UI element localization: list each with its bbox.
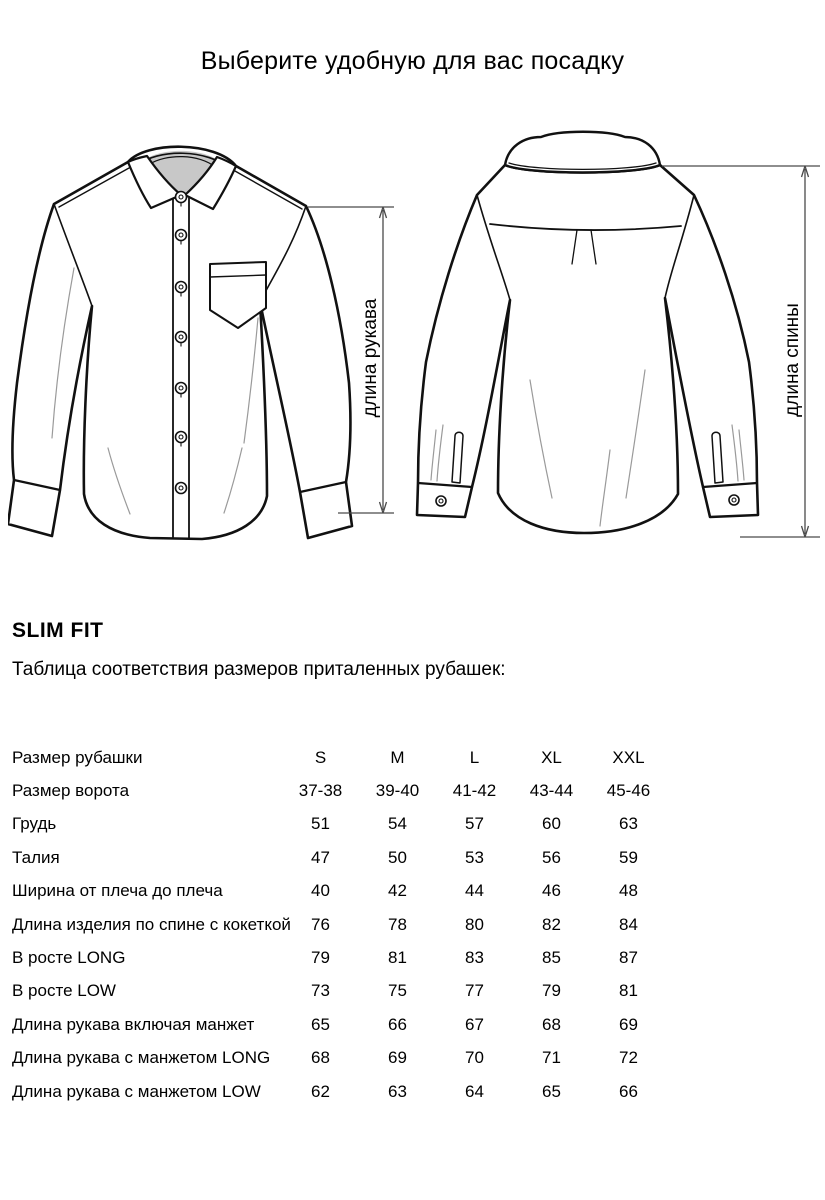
row-value: 57 bbox=[465, 814, 484, 834]
table-row bbox=[12, 975, 712, 1008]
table-row bbox=[12, 808, 712, 841]
row-value: 60 bbox=[542, 814, 561, 834]
row-label: В росте LONG bbox=[12, 948, 126, 968]
row-value: 62 bbox=[311, 1081, 330, 1101]
row-value: 81 bbox=[388, 948, 407, 968]
row-value: M bbox=[390, 747, 405, 767]
row-value: 70 bbox=[465, 1048, 484, 1068]
row-label: Размер рубашки bbox=[12, 747, 143, 767]
row-value: 47 bbox=[311, 847, 330, 867]
table-row bbox=[12, 1042, 712, 1075]
row-value: 73 bbox=[311, 981, 330, 1001]
page-title: Выберите удобную для вас посадку bbox=[200, 47, 625, 75]
row-value: 43-44 bbox=[529, 781, 574, 801]
row-value: 51 bbox=[311, 814, 330, 834]
row-value: 78 bbox=[388, 914, 407, 934]
row-value: 84 bbox=[619, 914, 638, 934]
row-value: XXL bbox=[612, 747, 645, 767]
row-value: 79 bbox=[311, 948, 330, 968]
row-value: 50 bbox=[388, 847, 407, 867]
row-value: 71 bbox=[542, 1048, 561, 1068]
row-label: Длина изделия по спине с кокеткой bbox=[12, 914, 291, 934]
row-value: 69 bbox=[388, 1048, 407, 1068]
row-value: 68 bbox=[542, 1014, 561, 1034]
table-row bbox=[12, 875, 712, 908]
shirt-back-drawing bbox=[410, 130, 825, 550]
row-value: 82 bbox=[542, 914, 561, 934]
row-label: Длина рукава с манжетом LOW bbox=[12, 1081, 261, 1101]
row-value: 68 bbox=[311, 1048, 330, 1068]
shirt-back-outline bbox=[417, 132, 758, 533]
table-row bbox=[12, 1075, 712, 1108]
row-value: 63 bbox=[619, 814, 638, 834]
table-row bbox=[12, 774, 712, 807]
row-value: 63 bbox=[388, 1081, 407, 1101]
row-value: 80 bbox=[465, 914, 484, 934]
table-row bbox=[12, 841, 712, 874]
row-value: 46 bbox=[542, 881, 561, 901]
row-value: 48 bbox=[619, 881, 638, 901]
row-value: 41-42 bbox=[452, 781, 497, 801]
table-row bbox=[12, 908, 712, 941]
row-label: Талия bbox=[12, 847, 60, 867]
row-value: XL bbox=[541, 747, 562, 767]
row-value: 53 bbox=[465, 847, 484, 867]
row-value: 66 bbox=[388, 1014, 407, 1034]
row-label: Длина рукава включая манжет bbox=[12, 1014, 255, 1034]
table-row bbox=[12, 1008, 712, 1041]
row-value: 42 bbox=[388, 881, 407, 901]
fit-subtitle: Таблица соответствия размеров приталенных рубашек: bbox=[12, 659, 506, 680]
row-value: 69 bbox=[619, 1014, 638, 1034]
row-value: 87 bbox=[619, 948, 638, 968]
row-label: Длина рукава с манжетом LONG bbox=[12, 1048, 271, 1068]
table-row bbox=[12, 941, 712, 974]
row-label: Грудь bbox=[12, 814, 57, 834]
row-value: 67 bbox=[465, 1014, 484, 1034]
shirt-front-drawing bbox=[8, 138, 398, 548]
sleeve-length-label: длина рукава bbox=[360, 298, 381, 418]
row-value: 77 bbox=[465, 981, 484, 1001]
row-label: В росте LOW bbox=[12, 981, 116, 1001]
row-value: 64 bbox=[465, 1081, 484, 1101]
row-value: 81 bbox=[619, 981, 638, 1001]
row-value: 75 bbox=[388, 981, 407, 1001]
row-label: Размер ворота bbox=[12, 781, 130, 801]
table-row bbox=[12, 741, 712, 774]
row-value: 59 bbox=[619, 847, 638, 867]
row-value: 79 bbox=[542, 981, 561, 1001]
fit-heading: SLIM FIT bbox=[12, 619, 104, 642]
row-label: Ширина от плеча до плеча bbox=[12, 881, 223, 901]
row-value: 40 bbox=[311, 881, 330, 901]
back-length-label: длина спины bbox=[782, 303, 803, 417]
row-value: 44 bbox=[465, 881, 484, 901]
row-value: 85 bbox=[542, 948, 561, 968]
row-value: 65 bbox=[542, 1081, 561, 1101]
row-value: 66 bbox=[619, 1081, 638, 1101]
row-value: 83 bbox=[465, 948, 484, 968]
size-table bbox=[12, 741, 712, 1108]
row-value: 72 bbox=[619, 1048, 638, 1068]
row-value: 76 bbox=[311, 914, 330, 934]
row-value: 56 bbox=[542, 847, 561, 867]
row-value: 37-38 bbox=[298, 781, 343, 801]
row-value: 65 bbox=[311, 1014, 330, 1034]
row-value: L bbox=[469, 747, 480, 767]
row-value: 54 bbox=[388, 814, 407, 834]
row-value: 39-40 bbox=[375, 781, 420, 801]
row-value: 45-46 bbox=[606, 781, 651, 801]
row-value: S bbox=[314, 747, 327, 767]
